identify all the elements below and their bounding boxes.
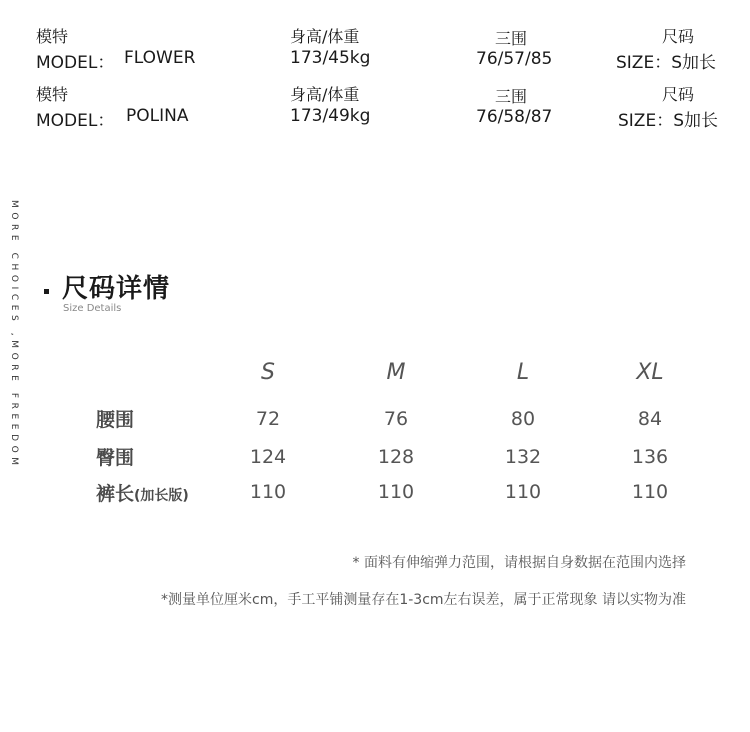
cell-waist-m: 76 [383, 408, 409, 430]
cell-hip-s: 124 [249, 446, 287, 468]
cell-length-m: 110 [377, 481, 415, 503]
model-2-height-weight: 173/49kg [290, 106, 371, 126]
model-2-measure-label: 三围 [495, 87, 528, 106]
model-1-height-weight: 173/45kg [290, 48, 371, 68]
col-head-l: L [516, 360, 530, 385]
model-1-size: SIZE：S加长 [616, 53, 716, 73]
row-label-length-text: 裤长 [96, 483, 135, 505]
section-title: 尺码详情 [62, 274, 171, 304]
model-2-name: POLINA [126, 106, 189, 126]
model-2-measure: 76/58/87 [476, 107, 553, 127]
model-1-height-weight-label: 身高/体重 [290, 27, 360, 46]
row-label-hip [96, 443, 134, 470]
col-head-m: M [386, 360, 406, 385]
model-1-size-label: 尺码 [662, 27, 695, 46]
side-slogan: MORE CHOICES ,MORE FREEDOM [9, 200, 19, 470]
model-1-name: FLOWER [124, 48, 196, 68]
cell-waist-l: 80 [510, 408, 536, 430]
col-head-xl: XL [636, 360, 664, 385]
cell-hip-l: 132 [504, 446, 542, 468]
model-2-size: SIZE：S加长 [618, 111, 718, 131]
note-stretch: * 面料有伸缩弹力范围，请根据自身数据在范围内选择 [352, 555, 686, 571]
model-1-label-en: MODEL： [36, 53, 115, 73]
model-1-measure-label: 三围 [495, 29, 528, 48]
model-2-height-weight-label: 身高/体重 [290, 85, 360, 104]
model-2-size-label: 尺码 [662, 85, 695, 104]
row-label-length [96, 479, 189, 506]
cell-hip-m: 128 [377, 446, 415, 468]
cell-waist-xl: 84 [637, 408, 663, 430]
cell-waist-s: 72 [255, 408, 281, 430]
model-2-label-cn: 模特 [36, 85, 69, 104]
section-bullet [44, 289, 49, 294]
row-label-length-sub: (加长版) [134, 488, 189, 504]
model-1-measure: 76/57/85 [476, 49, 553, 69]
row-label-waist [96, 405, 134, 432]
cell-hip-xl: 136 [631, 446, 669, 468]
model-2-label-en: MODEL： [36, 111, 115, 131]
col-head-s: S [261, 360, 275, 385]
row-label-hip-text: 臀围 [96, 447, 135, 469]
model-1-label-cn: 模特 [36, 27, 69, 46]
note-measurement: *测量单位厘米cm，手工平铺测量存在1-3cm左右误差，属于正常现象 请以实物为准 [161, 592, 686, 608]
cell-length-s: 110 [249, 481, 287, 503]
row-label-waist-text: 腰围 [96, 409, 135, 431]
cell-length-xl: 110 [631, 481, 669, 503]
cell-length-l: 110 [504, 481, 542, 503]
section-subtitle: Size Details [63, 303, 122, 314]
